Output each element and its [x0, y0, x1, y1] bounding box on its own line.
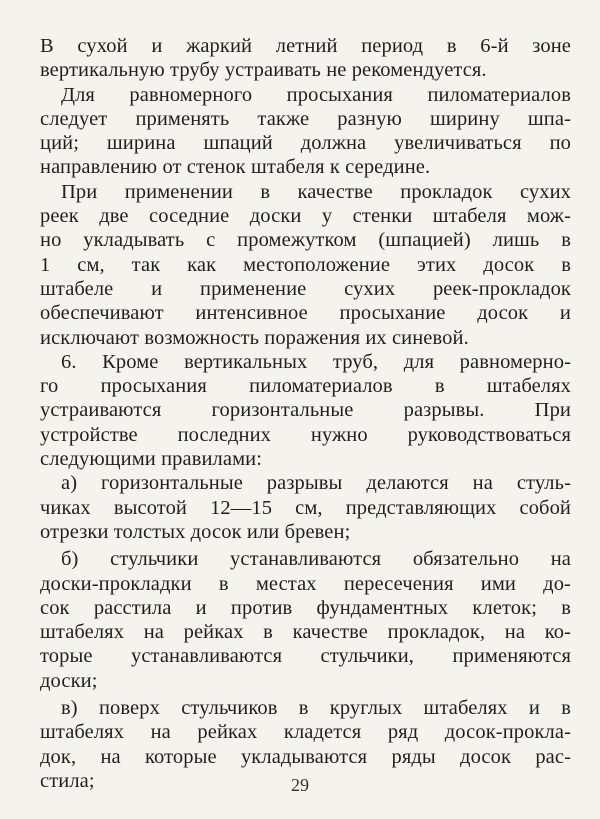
- text-line: в) поверх стульчиков в круглых штабелях и в: [61, 697, 571, 720]
- text-line: го просыхания пиломатериалов в штабелях: [40, 375, 571, 398]
- text-line: штабелях на рейках в качестве прокладок, на ко-: [40, 621, 571, 644]
- text-line: следующими правилами:: [40, 448, 263, 471]
- text-line: вертикальную трубу устраивать не рекомендуется.: [40, 59, 487, 82]
- text-line: обеспечивают интенсивное просыхание досок и: [40, 302, 571, 325]
- text-line: сок расстила и против фундаментных клеток; в: [40, 596, 571, 619]
- text-line: исключают возможность поражения их синевой.: [40, 326, 469, 349]
- text-line: штабелях на рейках кладется ряд досок-прокла-: [40, 721, 571, 744]
- text-line: а) горизонтальные разрывы делаются на стуль-: [61, 472, 571, 495]
- text-line: чиках высотой 12—15 см, представляющих собой: [40, 496, 571, 519]
- text-line: доски;: [40, 669, 98, 692]
- text-line: Для равномерного просыхания пиломатериалов: [61, 83, 571, 106]
- text-line: 6. Кроме вертикальных труб, для равномерно-: [61, 350, 571, 373]
- text-line: реек две соседние доски у стенки штабеля мож-: [40, 205, 571, 228]
- text-line: 1 см, так как местоположение этих досок в: [40, 253, 571, 276]
- text-line: стила;: [40, 769, 95, 792]
- text-line: б) стульчики устанавливаются обязательно на: [61, 548, 571, 571]
- text-line: устраиваются горизонтальные разрывы. При: [40, 399, 571, 422]
- text-line: устройстве последних нужно руководствоваться: [40, 423, 571, 446]
- text-line: В сухой и жаркий летний период в 6-й зоне: [40, 35, 571, 57]
- page-text: [40, 34, 571, 793]
- text-line: направлению от стенок штабеля к середине.: [40, 156, 431, 179]
- text-line: доски-прокладки в местах пересечения ими до-: [40, 572, 571, 595]
- text-line: торые устанавливаются стульчики, применяются: [40, 645, 571, 668]
- text-line: ций; ширина шпаций должна увеличиваться по: [40, 132, 571, 155]
- page-number: 29: [291, 775, 309, 795]
- text-line: штабеле и применение сухих реек-прокладок: [40, 277, 571, 300]
- text-line: При применении в качестве прокладок сухих: [61, 180, 571, 203]
- text-line: док, на которые укладываются ряды досок рас-: [40, 745, 571, 768]
- text-line: но укладывать с промежутком (шпацией) лишь в: [40, 229, 571, 252]
- text-line: отрезки толстых досок или бревен;: [40, 520, 351, 543]
- text-line: следует применять также разную ширину шпа-: [40, 107, 571, 130]
